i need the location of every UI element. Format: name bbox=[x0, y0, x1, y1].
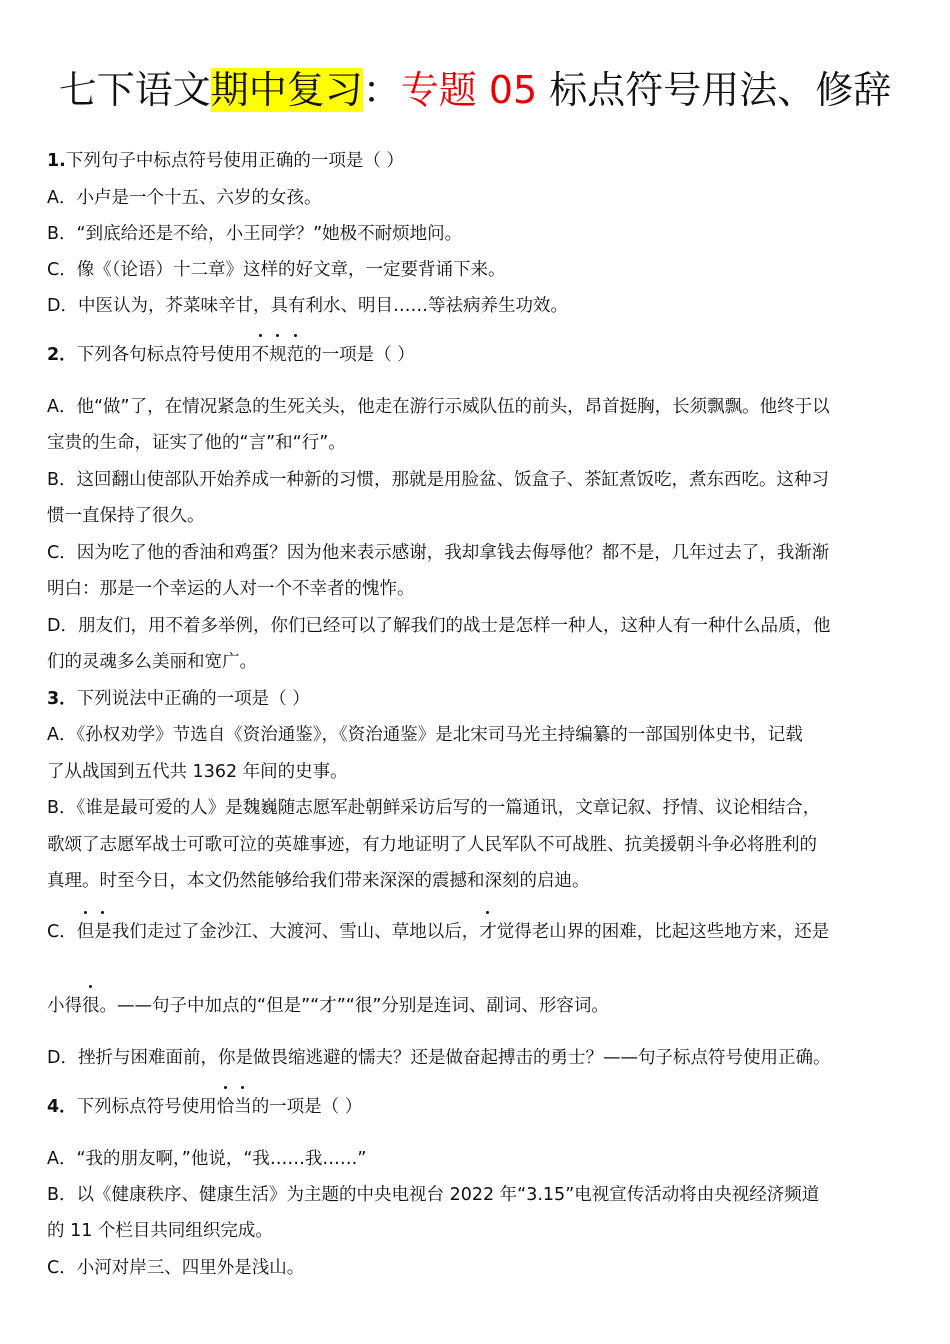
question-1-option-b: B．“到底给还是不给，小王同学？”她极不耐烦地问。 bbox=[47, 224, 463, 244]
question-2-line-6: 明白：那是一个幸运的人对一个不幸者的愧怍。 bbox=[47, 579, 415, 599]
emphasis-dots-text: 不规范 bbox=[252, 345, 305, 365]
emphasis-dots-text: 但是 bbox=[77, 922, 112, 942]
question-2-line-8: 们的灵魂多么美丽和宽广。 bbox=[47, 652, 257, 672]
question-3-option-d: D．挫折与困难面前，你是做畏缩逃避的懦夫？还是做奋起搏击的勇士？——句子标点符号使用正确。 bbox=[47, 1048, 831, 1068]
question-2-line-3: B．这回翻山使部队开始养成一种新的习惯，那就是用脸盆、饭盒子、茶缸煮饭吃，煮东西吃。这种习 bbox=[47, 470, 830, 490]
question-2-line-2: 宝贵的生命，证实了他的“言”和“行”。 bbox=[47, 433, 346, 453]
question-4-option-a: A．“我的朋友啊，”他说，“我……我……” bbox=[47, 1149, 367, 1169]
title-red: 专题 05 bbox=[400, 68, 538, 112]
question-1-option-d: D．中医认为，芥菜味辛甘，具有利水、明目……等祛病养生功效。 bbox=[47, 296, 568, 316]
question-3-line-2: 了从战国到五代共 1362 年间的史事。 bbox=[47, 762, 348, 782]
emphasis-dots-text: 才 bbox=[479, 919, 497, 945]
question-3-line-1: A．《孙权劝学》节选自《资治通鉴》，《资治通鉴》是北宋司马光主持编纂的一部国别体史书，记载 bbox=[47, 725, 803, 745]
question-2-stem: 2．下列各句标点符号使用不规范的一项是（ ） bbox=[47, 342, 907, 368]
question-4-option-c: C．小河对岸三、四里外是浅山。 bbox=[47, 1258, 305, 1278]
question-4-stem: 4．下列标点符号使用恰当的一项是（ ） bbox=[47, 1094, 907, 1120]
emphasis-dots-text: 很 bbox=[82, 993, 100, 1019]
question-4-option-b: B．以《健康秩序、健康生活》为主题的中央电视台 2022 年“3.15”电视宣传活动将由央视经济频道 bbox=[47, 1185, 820, 1205]
question-3-option-c: C．但是我们走过了金沙江、大渡河、雪山、草地以后，才觉得老山界的困难，比起这些地方来，还是 bbox=[47, 919, 907, 945]
question-3-stem: 3．下列说法中正确的一项是（ ） bbox=[47, 689, 310, 709]
emphasis-dots-text: 恰当 bbox=[217, 1097, 252, 1117]
question-3-line-4: 歌颂了志愿军战士可歌可泣的英雄事迹，有力地证明了人民军队不可战胜、抗美援朝斗争必将胜利的 bbox=[47, 835, 817, 855]
question-3-line-5: 真理。时至今日，本文仍然能够给我们带来深深的震撼和深刻的启迪。 bbox=[47, 871, 590, 891]
title-highlight: 期中复习 bbox=[210, 68, 363, 112]
question-3-number: 3． bbox=[47, 689, 77, 709]
question-1-option-c: C．像《（论语）十二章》这样的好文章，一定要背诵下来。 bbox=[47, 260, 506, 280]
question-3-line-3: B．《谁是最可爱的人》是魏巍随志愿军赴朝鲜采访后写的一篇通讯，文章记叙、抒情、议论相结合， bbox=[47, 798, 821, 818]
title-colon: ： bbox=[362, 68, 401, 112]
question-1-number: 1. bbox=[47, 151, 66, 171]
question-1-option-a: A．小卢是一个十五、六岁的女孩。 bbox=[47, 188, 322, 208]
question-1-stem: 1.下列句子中标点符号使用正确的一项是（ ） bbox=[47, 151, 404, 171]
question-2-number: 2． bbox=[47, 345, 77, 365]
document-title bbox=[0, 62, 950, 118]
question-4-number: 4． bbox=[47, 1097, 77, 1117]
question-2-line-7: D．朋友们，用不着多举例，你们已经可以了解我们的战士是怎样一种人，这种人有一种什么品质，他 bbox=[47, 616, 831, 636]
question-2-line-1: A．他“做”了，在情况紧急的生死关头，他走在游行示威队伍的前头，昂首挺胸，长须飘飘。他终于以 bbox=[47, 397, 830, 417]
title-part1: 七下语文 bbox=[58, 68, 211, 112]
question-2-line-4: 惯一直保持了很久。 bbox=[47, 506, 205, 526]
question-4-option-b-cont: 的 11 个栏目共同组织完成。 bbox=[47, 1221, 273, 1241]
question-2-line-5: C．因为吃了他的香油和鸡蛋？因为他来表示感谢，我却拿钱去侮辱他？都不是，几年过去了，我渐渐 bbox=[47, 543, 830, 563]
title-part2: 标点符号用法、修辞 bbox=[537, 68, 892, 112]
question-3-option-c-cont: 小得很。——句子中加点的“但是”“才”“很”分别是连词、副词、形容词。 bbox=[47, 993, 907, 1019]
